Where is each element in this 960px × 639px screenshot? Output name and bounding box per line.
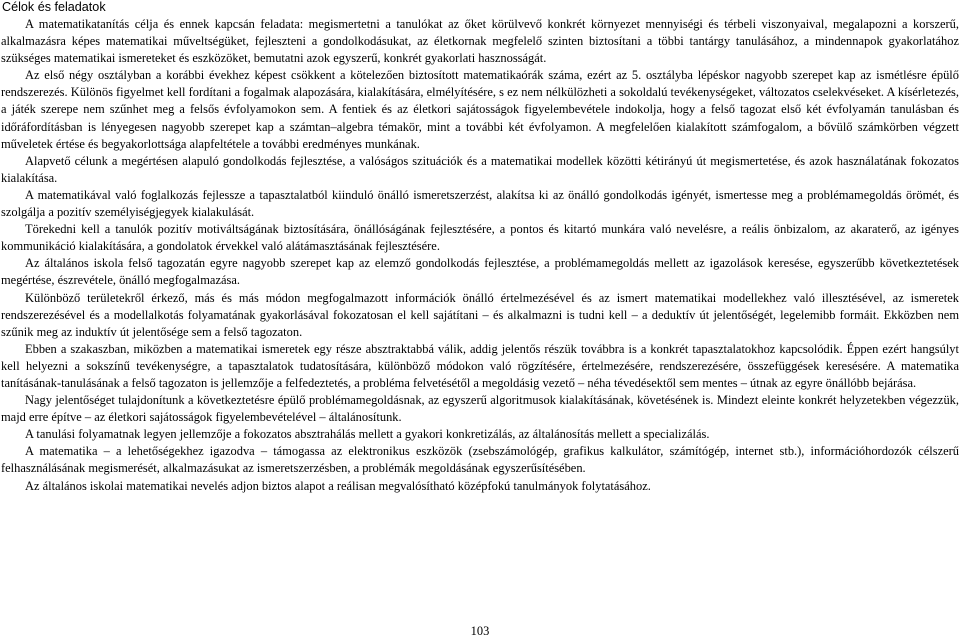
paragraph-4: A matematikával való foglalkozás fejlessze a tapasztalatból kiinduló önálló ismeretszerzést, alakítsa ki az önálló gondolkodás igényét, ismertesse meg a problémamegoldás örömét, és szolgálja a pozitív személyiségjegyek kialakulását. xyxy=(1,187,959,220)
paragraph-9: Nagy jelentőséget tulajdonítunk a következtetésre épülő problémamegoldásnak, az egyszerű algoritmusok kialakításának, követésének is. Mindezt eleinte konkrét helyzetekben végezzük, majd erre építve – az életkori sajátosságok figyelembevételével – általánosítunk. xyxy=(1,393,959,425)
paragraph-5: Törekedni kell a tanulók pozitív motiváltságának biztosítására, önállóságának fejlesztésére, a pontos és kitartó munkára való nevelésre, a reális önbizalom, az akaraterő, az igényes kommunikáció kialakítására, a gondolatok érvekkel való alátámasztásának fejlesztésére. xyxy=(1,222,959,254)
section-title: Célok és feladatok xyxy=(2,0,106,14)
paragraph-11: A matematika – a lehetőségekhez igazodva – támogassa az elektronikus eszközök (zsebszámológép, grafikus kalkulátor, számítógép, internet stb.), információhordozók célszerű felhasználásának megismerését, alkalmazásukat az ismeretszerzésben, a problémák megoldásának egyszerűsítésében. xyxy=(1,444,959,476)
paragraph-1: A matematikatanítás célja és ennek kapcsán feladata: megismertetni a tanulókat az őket körülvevő konkrét környezet mennyiségi és térbeli viszonyaival, megalapozni a korszerű, alkalmazásra képes matematikai műveltségüket, fejleszteni a gondolkodásukat, az életkornak megfelelő szinten biztosítani a többi tantárgy tanulásához, a mindennapok gyakorlatához szükséges matematikai ismereteket és eszközöket, bemutatni azok egyszerű, konkrét gyakorlati hasznosságát. xyxy=(1,17,959,66)
paragraph-6: Az általános iskola felső tagozatán egyre nagyobb szerepet kap az elemző gondolkodás fejlesztése, a problémamegoldás mellett az igazolások keresése, egyszerűbb következtetések megértése, észrevétele, önálló megfogalmazása. xyxy=(1,256,959,288)
paragraph-8: Ebben a szakaszban, miközben a matematikai ismeretek egy része absztraktabbá válik, addig jelentős részük továbbra is a konkrét tapasztalatokhoz kapcsolódik. Éppen ezért hangsúlyt kell helyezni a sokszínű tevékenységre, a tapasztalatok tudatosítására, különböző módokon való rögzítésére, értelmezésére, rendszerezésére, összefüggések keresésére. A matematika tanításának-tanulásának a felső tagozaton is jellemzője a felfedeztetés, a probléma felvetésétől a megoldásig vezető – néha tévedésektől sem mentes – útnak az egyre önállóbb bejárása. xyxy=(1,341,959,390)
paragraph-3: Alapvető célunk a megértésen alapuló gondolkodás fejlesztése, a valóságos szituációk és a matematikai modellek közötti kétirányú út megismertetése, és azok használatának fokozatos kialakítása. xyxy=(1,153,959,185)
page-number: 103 xyxy=(470,624,490,638)
paragraph-10: A tanulási folyamatnak legyen jellemzője a fokozatos absztrahálás mellett a gyakori konkretizálás, az általánosítás mellett a specializálás. xyxy=(25,427,710,442)
paragraph-7: Különböző területekről érkező, más és más módon megfogalmazott információk önálló értelmezésével és az ismert matematikai modellekhez való illesztésével, az ismeretek rendszerezésével és a modellalkotás folyamatának gyakorlásával fokozatosan el kell sajátítani – és alkalmazni is tudni kell – a deduktív út jelentőségét, legelemibb formáit. Ekközben nem szűnik meg az induktív út jelentősége sem a felső tagozaton. xyxy=(1,290,959,339)
paragraph-2: Az első négy osztályban a korábbi évekhez képest csökkent a kötelezően biztosított matematikaórák száma, ezért az 5. osztályba lépéskor nagyobb szerepet kap az ismétlésre épülő rendszerezés. Különös figyelmet kell fordítani a fogalmak alapozására, kialakítására, elmélyítésére, s ez nem nélkülözheti a sokoldalú tevékenységeket, változatos cselekvéseket. A kísérletezés, a játék szerepe nem szűnhet meg a felsős évfolyamokon sem. A fentiek és az életkori sajátosságok figyelembevétele indokolja, hogy a felső tagozat első két évfolyamán tanulásban és időráfordításban is lényegesen nagyobb szerepet kap a számtan–algebra témakör, mint a további két évfolyamon. A megfelelően kialakított számfogalom, a bővülő számkörben végzett műveletek értése és begyakorlottsága alapfeltétele a további eredményes munkának. xyxy=(1,68,959,151)
body-text xyxy=(1,15,959,495)
paragraph-12: Az általános iskolai matematikai nevelés adjon biztos alapot a reálisan megvalósítható középfokú tanulmányok folytatásához. xyxy=(25,478,651,493)
